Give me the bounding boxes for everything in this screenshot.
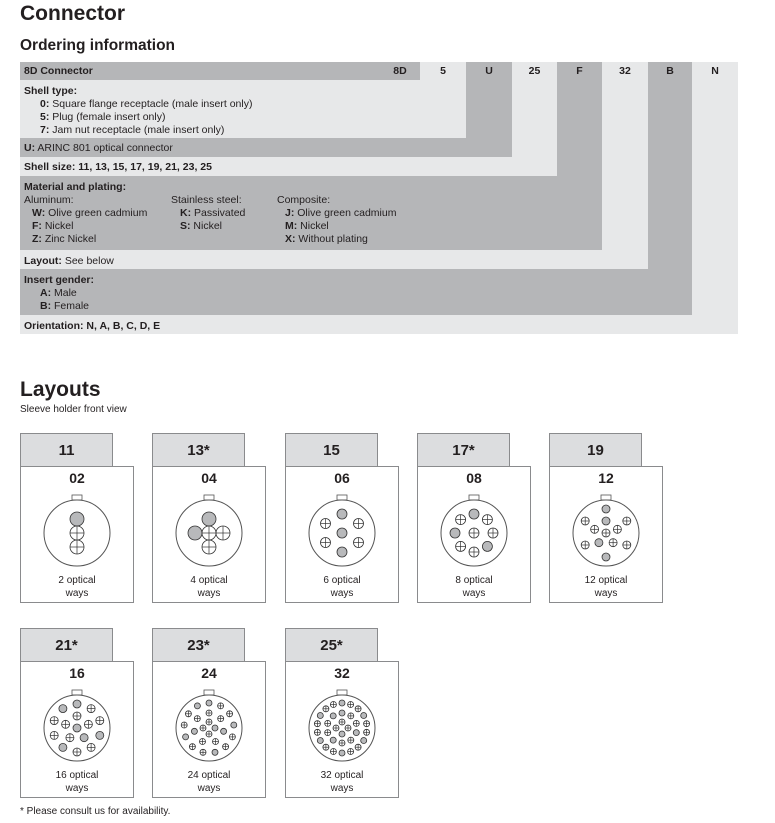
- contact-dot: [206, 719, 212, 725]
- layout-way-count: 02: [69, 470, 85, 486]
- contact-dot: [59, 743, 67, 751]
- contact-dot: [450, 528, 460, 538]
- contact-dot: [364, 729, 370, 735]
- contact-dot: [218, 716, 224, 722]
- layout-way-count: 06: [334, 470, 350, 486]
- contact-dot: [348, 737, 354, 743]
- contact-dot: [321, 538, 331, 548]
- layout-caption: 4 optical ways: [190, 575, 228, 599]
- layouts-subtitle: Sleeve holder front view: [20, 404, 127, 415]
- contact-dot: [623, 517, 631, 525]
- contact-dot: [591, 525, 599, 533]
- contact-dot: [185, 711, 191, 717]
- contact-dot: [218, 703, 224, 709]
- contact-dot: [229, 734, 235, 740]
- code-arinc: U: [485, 65, 493, 77]
- contact-dot: [330, 749, 336, 755]
- contact-dot: [227, 711, 233, 717]
- contact-dot: [231, 722, 237, 728]
- contact-dot: [200, 739, 206, 745]
- contact-dot: [73, 724, 81, 732]
- layout-way-count: 24: [201, 665, 217, 681]
- footnote: * Please consult us for availability.: [20, 806, 171, 817]
- shell-type-item: 0: Square flange receptacle (male insert only): [40, 98, 253, 110]
- connector-face-icon: [169, 686, 249, 766]
- layout-shell-size: 21*: [20, 628, 113, 662]
- contact-dot: [339, 731, 345, 737]
- connector-face-icon: [169, 491, 249, 571]
- contact-dot: [70, 526, 84, 540]
- contact-dot: [623, 541, 631, 549]
- contact-dot: [206, 710, 212, 716]
- contact-dot: [333, 725, 339, 731]
- contact-dot: [84, 720, 92, 728]
- code-8d: 8D: [393, 65, 407, 77]
- contact-dot: [469, 509, 479, 519]
- contact-dot: [348, 702, 354, 708]
- contact-dot: [330, 702, 336, 708]
- contact-dot: [202, 526, 216, 540]
- contact-dot: [469, 547, 479, 557]
- contact-dot: [183, 734, 189, 740]
- contact-dot: [66, 734, 74, 742]
- contact-dot: [206, 731, 212, 737]
- layout-shell-size: 25*: [285, 628, 378, 662]
- layout-caption: 12 optical ways: [584, 575, 628, 599]
- layout-card: [152, 628, 266, 798]
- contact-dot: [602, 505, 610, 513]
- shell-type-block: [24, 85, 252, 137]
- material-label: Material and plating:: [24, 181, 127, 193]
- contact-dot: [595, 539, 603, 547]
- layout-shell-size: 23*: [152, 628, 245, 662]
- contact-dot: [456, 541, 466, 551]
- contact-dot: [348, 713, 354, 719]
- contact-dot: [200, 725, 206, 731]
- arinc-row: U: ARINC 801 optical connector: [24, 142, 173, 154]
- contact-dot: [87, 705, 95, 713]
- layout-card: [20, 628, 134, 798]
- layout-shell-size: 17*: [417, 433, 510, 467]
- contact-dot: [337, 528, 347, 538]
- contact-dot: [73, 712, 81, 720]
- contact-dot: [314, 721, 320, 727]
- material-group-aluminum: Aluminum: W: Olive green cadmium F: Nickel Z: Zinc Nickel: [24, 194, 148, 245]
- contact-dot: [317, 738, 323, 744]
- layout-card: [285, 433, 399, 603]
- contact-dot: [581, 541, 589, 549]
- contact-dot: [188, 526, 202, 540]
- contact-dot: [353, 730, 359, 736]
- section-title-layouts: Layouts: [20, 378, 101, 401]
- material-group-stainless: Stainless steel: K: Passivated S: Nickel: [171, 194, 246, 232]
- contact-dot: [339, 740, 345, 746]
- contact-dot: [314, 729, 320, 735]
- contact-dot: [339, 700, 345, 706]
- layout-shell-size: 11: [20, 433, 113, 467]
- contact-dot: [73, 700, 81, 708]
- orientation-row: Orientation: N, A, B, C, D, E: [24, 320, 161, 332]
- connector-face-icon: [434, 491, 514, 571]
- contact-dot: [202, 512, 216, 526]
- contact-dot: [216, 526, 230, 540]
- contact-dot: [181, 722, 187, 728]
- contact-dot: [202, 540, 216, 554]
- layout-shell-size: 13*: [152, 433, 245, 467]
- contact-dot: [321, 519, 331, 529]
- layout-card: [549, 433, 663, 603]
- section-title-ordering: Ordering information: [20, 37, 175, 54]
- contact-dot: [354, 519, 364, 529]
- connector-face-icon: [37, 491, 117, 571]
- contact-dot: [469, 528, 479, 538]
- contact-dot: [330, 737, 336, 743]
- code-material: F: [576, 65, 583, 77]
- layout-way-count: 08: [466, 470, 482, 486]
- contact-dot: [602, 517, 610, 525]
- contact-dot: [345, 725, 351, 731]
- contact-dot: [96, 717, 104, 725]
- contact-dot: [80, 734, 88, 742]
- contact-dot: [191, 728, 197, 734]
- contact-dot: [223, 744, 229, 750]
- contact-dot: [221, 728, 227, 734]
- insert-gender-block: Insert gender: A: Male B: Female: [24, 274, 95, 312]
- code-layout: 32: [619, 65, 631, 77]
- contact-dot: [323, 706, 329, 712]
- contact-dot: [50, 717, 58, 725]
- layout-card: [152, 433, 266, 603]
- layout-card: [285, 628, 399, 798]
- shell-type-item: 7: Jam nut receptacle (male insert only): [40, 124, 225, 136]
- layout-shell-size: 19: [549, 433, 642, 467]
- contact-dot: [581, 517, 589, 525]
- contact-dot: [87, 743, 95, 751]
- contact-dot: [361, 713, 367, 719]
- layout-caption: 16 optical ways: [55, 770, 99, 794]
- contact-dot: [73, 748, 81, 756]
- contact-dot: [59, 705, 67, 713]
- contact-dot: [70, 540, 84, 554]
- contact-dot: [482, 541, 492, 551]
- contact-dot: [339, 719, 345, 725]
- connector-face-icon: [37, 686, 117, 766]
- code-orientation: N: [711, 65, 719, 77]
- contact-dot: [70, 512, 84, 526]
- layout-row: Layout: See below: [24, 255, 114, 267]
- contact-dot: [62, 720, 70, 728]
- layout-caption: 6 optical ways: [323, 575, 361, 599]
- layout-caption: 2 optical ways: [58, 575, 96, 599]
- contact-dot: [355, 706, 361, 712]
- contact-dot: [323, 744, 329, 750]
- layout-way-count: 16: [69, 665, 85, 681]
- contact-dot: [339, 710, 345, 716]
- contact-dot: [353, 720, 359, 726]
- contact-dot: [96, 731, 104, 739]
- layout-way-count: 04: [201, 470, 217, 486]
- contact-dot: [337, 547, 347, 557]
- contact-dot: [194, 716, 200, 722]
- material-group-composite: Composite: J: Olive green cadmium M: Nickel X: Without plating: [277, 194, 397, 245]
- layout-shell-size: 15: [285, 433, 378, 467]
- contact-dot: [212, 725, 218, 731]
- contact-dot: [364, 721, 370, 727]
- layout-card: [20, 433, 134, 603]
- page-title: Connector: [20, 2, 125, 25]
- connector-face-icon: [302, 491, 382, 571]
- contact-dot: [200, 749, 206, 755]
- contact-dot: [213, 739, 219, 745]
- contact-dot: [189, 744, 195, 750]
- contact-dot: [354, 538, 364, 548]
- contact-dot: [325, 730, 331, 736]
- layout-caption: 8 optical ways: [455, 575, 493, 599]
- code-shell-type: 5: [440, 65, 446, 77]
- contact-dot: [337, 509, 347, 519]
- contact-dot: [488, 528, 498, 538]
- contact-dot: [317, 713, 323, 719]
- code-shell-size: 25: [528, 65, 541, 77]
- contact-dot: [212, 749, 218, 755]
- connector-face-icon: [566, 491, 646, 571]
- contact-dot: [361, 738, 367, 744]
- layout-way-count: 32: [334, 665, 350, 681]
- header-label: 8D Connector: [24, 65, 93, 77]
- contact-dot: [206, 700, 212, 706]
- contact-dot: [482, 515, 492, 525]
- shell-size-row: Shell size: 11, 13, 15, 17, 19, 21, 23, 25: [24, 161, 212, 173]
- layout-caption: 24 optical ways: [187, 770, 231, 794]
- connector-face-icon: [302, 686, 382, 766]
- shell-type-item: 5: Plug (female insert only): [40, 111, 166, 123]
- layout-card: [417, 433, 531, 603]
- contact-dot: [50, 731, 58, 739]
- shell-type-label: Shell type:: [24, 85, 78, 97]
- contact-dot: [194, 703, 200, 709]
- contact-dot: [355, 744, 361, 750]
- contact-dot: [609, 539, 617, 547]
- layout-caption: 32 optical ways: [320, 770, 364, 794]
- code-gender: B: [666, 65, 674, 77]
- contact-dot: [602, 553, 610, 561]
- contact-dot: [330, 713, 336, 719]
- layout-way-count: 12: [598, 470, 614, 486]
- contact-dot: [613, 525, 621, 533]
- contact-dot: [602, 529, 610, 537]
- contact-dot: [339, 750, 345, 756]
- contact-dot: [348, 749, 354, 755]
- contact-dot: [325, 720, 331, 726]
- contact-dot: [456, 515, 466, 525]
